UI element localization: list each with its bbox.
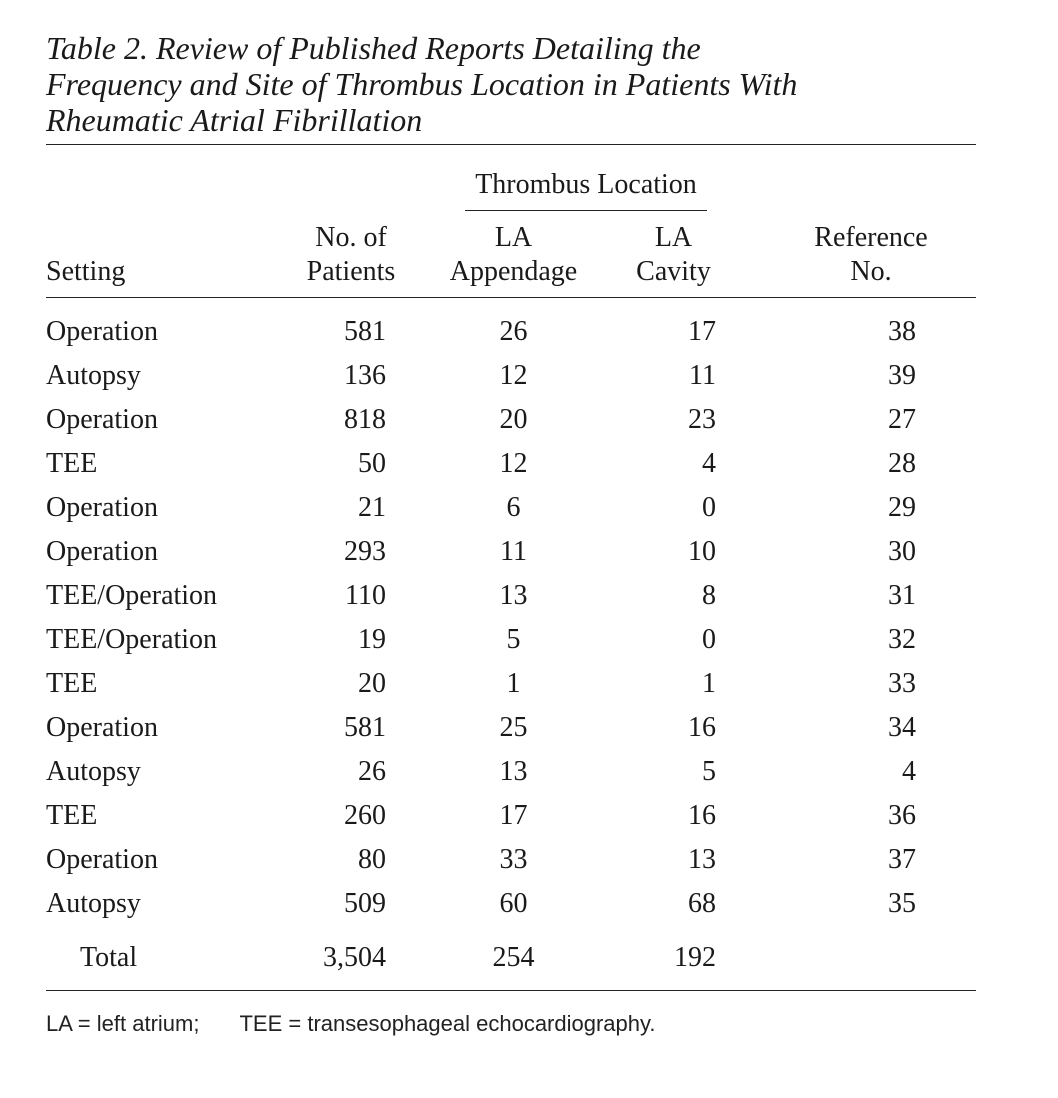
appendage-cell: 12 [499, 360, 528, 391]
table-row [46, 398, 976, 442]
cavity-header-line2: Cavity [636, 256, 711, 287]
setting-cell: Operation [46, 712, 158, 743]
reference-cell: 34 [888, 712, 916, 743]
patients-cell: 26 [358, 756, 386, 787]
table-row [46, 530, 976, 574]
patients-header-line2: Patients [306, 256, 396, 287]
setting-cell: Autopsy [46, 888, 141, 919]
cavity-cell: 10 [688, 536, 716, 567]
patients-cell: 80 [358, 844, 386, 875]
setting-cell: Operation [46, 844, 158, 875]
setting-cell: Autopsy [46, 360, 141, 391]
appendage-cell: 25 [499, 712, 528, 743]
table-row [46, 442, 976, 486]
setting-cell: TEE [46, 800, 98, 831]
table-caption [46, 30, 976, 144]
table-row [46, 882, 976, 926]
setting-cell: Operation [46, 404, 158, 435]
table-row [46, 354, 976, 398]
table-row [46, 662, 976, 706]
thrombus-location-header [426, 145, 746, 211]
reference-cell: 38 [888, 316, 916, 347]
appendage-cell: 5 [506, 624, 521, 655]
setting-header [46, 211, 276, 298]
setting-cell: TEE [46, 668, 98, 699]
reference-cell: 28 [888, 448, 916, 479]
table-row [46, 838, 976, 882]
column-header-row [46, 211, 976, 298]
table-row [46, 486, 976, 530]
appendage-cell: 33 [499, 844, 528, 875]
patients-cell: 818 [344, 404, 386, 435]
reference-cell: 4 [902, 756, 916, 787]
patients-cell: 293 [344, 536, 386, 567]
reference-cell: 37 [888, 844, 916, 875]
table-row [46, 574, 976, 618]
cavity-cell: 0 [702, 492, 716, 523]
appendage-cell: 11 [500, 536, 527, 567]
table-footnote [46, 1011, 976, 1037]
table-row [46, 794, 976, 838]
total-appendage: 254 [426, 926, 601, 991]
cavity-cell: 16 [688, 712, 716, 743]
reference-header-line2: No. [850, 256, 892, 287]
reference-cell: 30 [888, 536, 916, 567]
cavity-cell: 17 [688, 316, 716, 347]
cavity-cell: 13 [688, 844, 716, 875]
appendage-cell: 12 [499, 448, 528, 479]
setting-cell: TEE/Operation [46, 624, 218, 655]
patients-cell: 581 [344, 712, 386, 743]
setting-cell: Autopsy [46, 756, 141, 787]
reference-cell: 32 [888, 624, 916, 655]
footnote-la: LA = left atrium; [46, 1011, 200, 1036]
total-label: Total [46, 926, 276, 991]
cavity-cell: 11 [689, 360, 716, 391]
table-row [46, 618, 976, 662]
setting-cell: Operation [46, 316, 158, 347]
footnote-tee: TEE = transesophageal echocardiography. [239, 1011, 656, 1036]
patients-cell: 509 [344, 888, 386, 919]
patients-cell: 260 [344, 800, 386, 831]
cavity-cell: 0 [702, 624, 716, 655]
appendage-cell: 20 [499, 404, 528, 435]
patients-cell: 581 [344, 316, 386, 347]
appendage-header-line1: LA [494, 222, 533, 253]
data-table [46, 145, 976, 991]
thrombus-location-label: Thrombus Location [465, 168, 707, 211]
caption-line-3: Rheumatic Atrial Fibrillation [46, 102, 423, 138]
reference-cell: 35 [888, 888, 916, 919]
total-row [46, 926, 976, 991]
setting-cell: Operation [46, 492, 158, 523]
table-figure [46, 30, 976, 1037]
table-row [46, 706, 976, 750]
total-patients: 3,504 [276, 926, 426, 991]
setting-cell: TEE/Operation [46, 580, 218, 611]
patients-cell: 136 [344, 360, 386, 391]
setting-cell: Operation [46, 536, 158, 567]
cavity-cell: 5 [702, 756, 716, 787]
cavity-cell: 8 [702, 580, 716, 611]
cavity-header [601, 211, 746, 298]
appendage-cell: 17 [499, 800, 528, 831]
table-row [46, 750, 976, 794]
reference-header [746, 211, 976, 298]
total-reference [746, 926, 976, 991]
caption-line-2: Frequency and Site of Thrombus Location in Patients With [46, 66, 798, 102]
cavity-cell: 1 [702, 668, 716, 699]
appendage-cell: 26 [499, 316, 528, 347]
cavity-cell: 16 [688, 800, 716, 831]
cavity-cell: 23 [688, 404, 716, 435]
appendage-cell: 1 [506, 668, 521, 699]
setting-header-label: Setting [46, 256, 126, 287]
appendage-header [426, 211, 601, 298]
reference-cell: 36 [888, 800, 916, 831]
appendage-cell: 13 [499, 756, 528, 787]
appendage-header-line2: Appendage [449, 256, 578, 287]
patients-cell: 19 [358, 624, 386, 655]
appendage-cell: 6 [506, 492, 521, 523]
caption-line-1: Table 2. Review of Published Reports Detailing the [46, 30, 701, 66]
appendage-cell: 13 [499, 580, 528, 611]
patients-cell: 20 [358, 668, 386, 699]
cavity-header-line1: LA [654, 222, 693, 253]
table-body [46, 298, 976, 991]
reference-cell: 39 [888, 360, 916, 391]
patients-header-line1: No. of [315, 222, 387, 253]
patients-header [276, 211, 426, 298]
appendage-cell: 60 [499, 888, 528, 919]
cavity-cell: 68 [688, 888, 716, 919]
reference-cell: 29 [888, 492, 916, 523]
cavity-cell: 4 [702, 448, 716, 479]
header-group-row [46, 145, 976, 211]
reference-header-line1: Reference [814, 222, 928, 253]
reference-cell: 27 [888, 404, 916, 435]
total-cavity: 192 [601, 926, 746, 991]
patients-cell: 50 [358, 448, 386, 479]
table-row [46, 298, 976, 355]
reference-cell: 31 [888, 580, 916, 611]
patients-cell: 110 [345, 580, 386, 611]
reference-cell: 33 [888, 668, 916, 699]
setting-cell: TEE [46, 448, 98, 479]
patients-cell: 21 [358, 492, 386, 523]
